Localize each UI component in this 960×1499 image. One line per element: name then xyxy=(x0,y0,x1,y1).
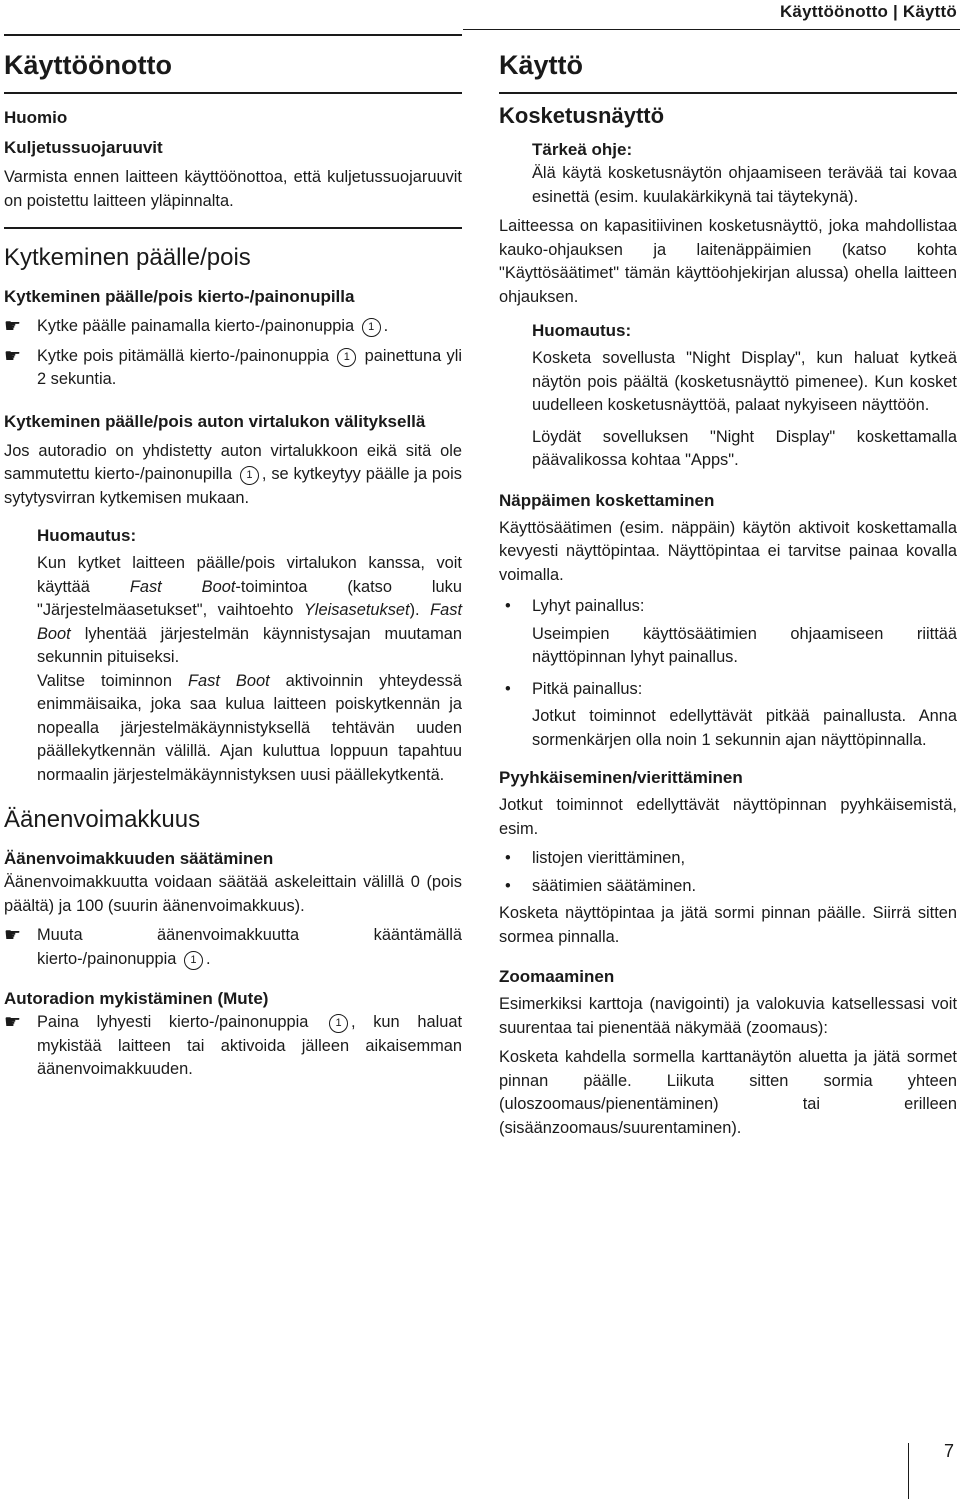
pointing-hand-icon: ☛ xyxy=(4,925,22,946)
list-item: • listojen vierittäminen, xyxy=(505,849,686,867)
power-item-on: ☛ Kytke päälle painamalla kierto-/painonuppia 1 . xyxy=(4,316,389,337)
volume-adjust-text: Äänenvoimakkuutta voidaan säätää askeleittain välillä 0 (pois päältä) ja 100 (suurin äänenvoimakkuus). xyxy=(4,873,462,915)
volume-title: Äänenvoimakkuus xyxy=(4,806,201,833)
list-item: • Lyhyt painallus: xyxy=(505,597,645,615)
swipe-text-2: Kosketa näyttöpintaa ja jätä sormi pinnan päälle. Siirrä sitten sormea pinnalla. xyxy=(499,904,957,946)
touch-note-paragraph-2: Löydät sovelluksen "Night Display" koskettamalla päävalikossa kohtaa "Apps". xyxy=(532,427,957,469)
control-number-badge: 1 xyxy=(337,348,356,367)
note-heading: Huomautus: xyxy=(37,526,137,545)
section-title-kayttoonotto: Käyttöönotto xyxy=(4,50,172,80)
right-column xyxy=(499,34,957,1140)
control-number-badge: 1 xyxy=(329,1014,348,1033)
list-item: • Pitkä painallus: xyxy=(505,679,643,698)
important-heading: Tärkeä ohje: xyxy=(532,140,633,159)
capacitive-text: Laitteessa on kapasitiivinen kosketusnäyttö, joka mahdollistaa kauko-ohjauksen ja laitenäppäimien (katso kohta "Käyttösäätimet" tämän käyttöohjekirjan alussa) ohella laitteen ohjauksen. xyxy=(499,217,957,306)
control-number-badge: 1 xyxy=(362,318,381,337)
rule xyxy=(4,227,462,229)
tap-text: Käyttösäätimen (esim. näppäin) käytön aktivoit koskettamalla kevyesti näyttöpintaa. Näyttöpintaa ei tarvitse painaa kovalla voimalla. xyxy=(499,518,957,584)
left-top-rule xyxy=(4,34,462,36)
control-number-badge: 1 xyxy=(240,466,259,485)
control-number-badge: 1 xyxy=(184,951,203,970)
touchscreen-title: Kosketusnäyttö xyxy=(499,103,665,128)
transport-text: Varmista ennen laitteen käyttöönottoa, että kuljetussuojaruuvit on poistettu laitteen yläpinnalta. xyxy=(4,168,462,210)
power-title: Kytkeminen päälle/pois xyxy=(4,244,251,271)
note-heading: Huomautus: xyxy=(532,321,632,340)
swipe-heading: Pyyhkäiseminen/vierittäminen xyxy=(499,768,743,787)
power-subheading: Kytkeminen päälle/pois kierto-/painonupilla xyxy=(4,287,355,306)
zoom-heading: Zoomaaminen xyxy=(499,967,615,986)
volume-adjust-heading: Äänenvoimakkuuden säätäminen xyxy=(4,849,274,868)
transport-heading: Kuljetussuojaruuvit xyxy=(4,138,163,157)
running-header: Käyttöönotto | Käyttö xyxy=(779,2,957,21)
important-text: Älä käytä kosketusnäytön ohjaamiseen terävää tai kovaa esinettä (esim. kuulakärkikynä tai täytekynä). xyxy=(532,164,957,206)
swipe-text: Jotkut toiminnot edellyttävät näyttöpinnan pyyhkäisemistä, esim. xyxy=(499,796,957,838)
page-number-rule xyxy=(908,1443,909,1499)
left-column xyxy=(4,34,462,1082)
list-item: • säätimien säätäminen. xyxy=(505,876,696,895)
touch-note-block xyxy=(499,319,957,473)
zoom-text-2: Kosketa kahdella sormella karttanäytön aluetta ja jätä sormet pinnan päälle. Liikuta sitten sormia yhteen (uloszoomaus/pienentäminen) tai erilleen (sisäänzoomaus/suurentaminen). xyxy=(499,1048,957,1137)
pointing-hand-icon: ☛ xyxy=(4,1012,22,1033)
header-rule xyxy=(463,29,960,30)
pointing-hand-icon: ☛ xyxy=(4,345,22,367)
mute-heading: Autoradion mykistäminen (Mute) xyxy=(4,989,269,1008)
note-paragraph-1: Kun kytket laitteen päälle/pois virtalukon kanssa, voit käyttää Fast Boot-toimintoa (katso luku "Järjestelmäasetukset", vaihtoehto Yleisasetukset). Fast Boot lyhentää järjestelmän käynnistysajan muutaman sekunnin pituiseksi. xyxy=(37,554,463,666)
notice-heading: Huomio xyxy=(4,108,68,127)
power-item-off: ☛ Kytke pois pitämällä kierto-/painonuppia 1 painettuna yli 2 sekuntia. xyxy=(4,345,462,388)
long-press-text: Jotkut toiminnot edellyttävät pitkää painallusta. Anna sormenkärjen olla noin 1 sekunnin ajan näyttöpinnalla. xyxy=(532,707,957,749)
page-number: 7 xyxy=(944,1441,955,1461)
volume-item: ☛ Muuta äänenvoimakkuutta kääntämällä kierto-/painonuppia 1 . xyxy=(4,925,462,968)
pointing-hand-icon: ☛ xyxy=(4,316,22,337)
important-block xyxy=(499,138,957,209)
ignition-heading: Kytkeminen päälle/pois auton virtalukon välityksellä xyxy=(4,411,426,431)
ignition-text: Jos autoradio on yhdistetty auton virtalukkoon eikä sitä ole sammutettu kierto-/painonupilla 1 , se kytkeytyy päälle ja pois sytytysvirran kytkemisen mukaan. xyxy=(4,441,462,507)
section-title-kaytto: Käyttö xyxy=(499,50,584,80)
mute-item: ☛ Paina lyhyesti kierto-/painonuppia 1 , kun haluat mykistää laitteen tai aktivoida jälleen aikaisemman äänenvoimakkuuden. xyxy=(4,1012,462,1078)
note-block xyxy=(4,524,462,787)
short-press-text: Useimpien käyttösäätimien ohjaamiseen riittää näyttöpinnan lyhyt painallus. xyxy=(532,624,957,666)
note-paragraph-2: Valitse toiminnon Fast Boot aktivoinnin yhteydessä enimmäisaika, joka saa kulua laitteen poiskytkennän ja nopealla järjestelmäkäynnistyksellä tehtävän uuden päällekytkennän välillä. Ajan kuluttua loppuun tapahtuu normaalin järjestelmäkäynnistyksen uusi päällekytkentä. xyxy=(37,671,462,784)
zoom-text-1: Esimerkiksi karttoja (navigointi) ja valokuvia katsellessasi voit suurentaa tai pienentää näkymää (zoomaus): xyxy=(499,995,957,1037)
touch-note-paragraph-1: Kosketa sovellusta "Night Display", kun haluat kytkeä näytön pois päältä (kosketusnäyttö pimenee). Kun kosket uudelleen kosketusnäyttöä, palaat nykyiseen näyttöön. xyxy=(532,349,957,414)
tap-heading: Näppäimen koskettaminen xyxy=(499,490,715,510)
